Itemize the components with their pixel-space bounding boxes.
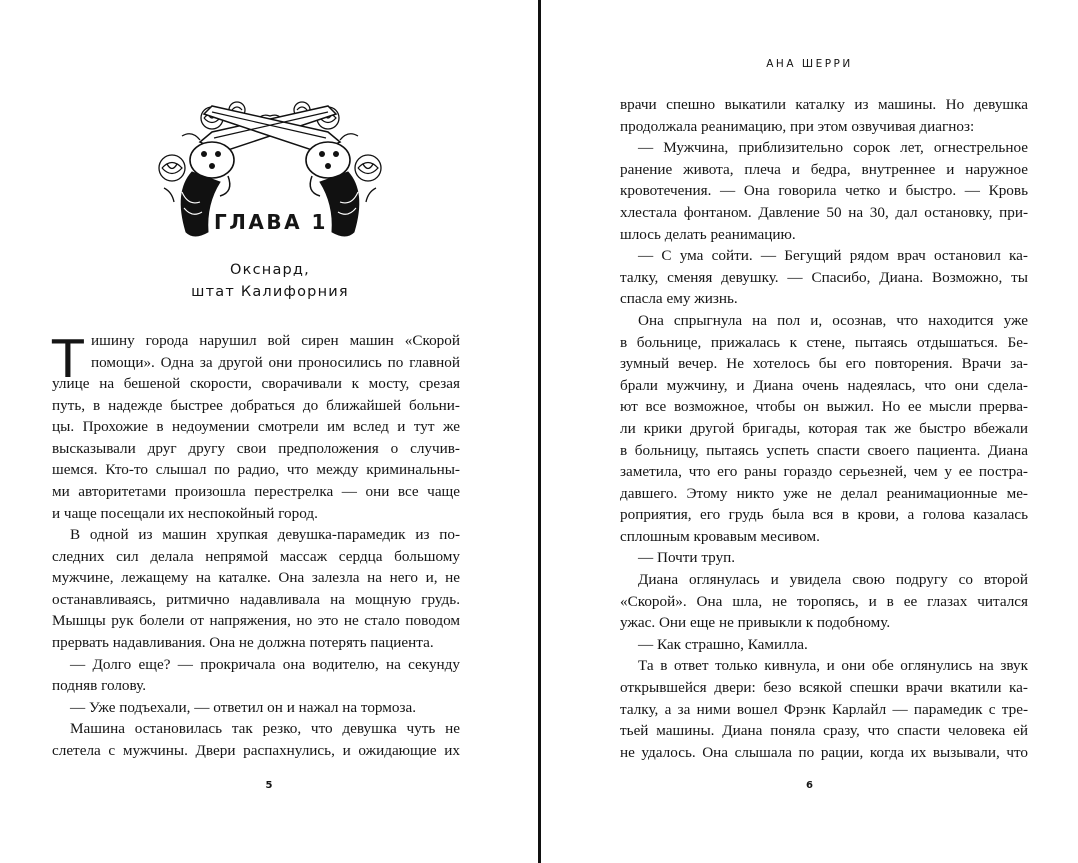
text-line: В одной из машин хрупкая девушка-парамедик из по- <box>70 526 460 543</box>
page-number: 6 <box>806 780 813 791</box>
text-line: помощи». Одна за другой они проносились по главной <box>91 353 460 371</box>
text-line: улице на бешеной скорости, сворачивали к мосту, срезая <box>52 375 460 392</box>
text-line: ли крики другой бригады, которая так же быстро вбежали <box>620 419 1028 437</box>
paragraph <box>91 330 460 373</box>
drop-cap: Т <box>52 330 84 390</box>
text-line: — Почти труп. <box>638 549 736 567</box>
text-line: — Как страшно, Камилла. <box>638 635 808 653</box>
chapter-location-city: Окснард, <box>230 262 310 278</box>
text-line: Она спрыгнула на пол и, осознав, что находится уже <box>638 311 1028 329</box>
text-line: останавливаясь, ритмично надавливала на мощную грудь. <box>52 590 460 608</box>
text-line: Та в ответ только кивнула, и они обе оглянулись на звук <box>638 657 1028 675</box>
text-line: подняв голову. <box>52 677 147 695</box>
text-line: зумный вечер. Не хотелось бы его повторения. Врачи за- <box>620 355 1028 373</box>
paragraph <box>52 373 460 524</box>
text-line: давшего. Этому никто уже не делал реанимационные ме- <box>620 484 1028 502</box>
text-line: — С ума сойти. — Бегущий рядом врач остановил ка- <box>638 247 1028 265</box>
text-line: не удалось. Она слышала по рации, когда их вызывали, что <box>620 743 1028 761</box>
text-line: врачи спешно выкатили каталку из машины. Но девушка <box>620 96 1028 113</box>
chapter-title: ГЛАВА 1 <box>214 210 328 234</box>
text-line: роприятия, его грудь была вся в крови, а голова казалась <box>620 506 1028 524</box>
page-number: 5 <box>265 780 273 791</box>
text-line: и чаще посещали их неспокойный город. <box>52 504 318 522</box>
text-line: Диана оглянулась и увидела свою подругу со второй <box>638 571 1028 589</box>
text-line: высказывали друг другу свои предположения о случив- <box>52 439 460 457</box>
text-line: спасла ему жизнь. <box>620 290 738 308</box>
text-line: мужчине, лежащему на каталке. Она залезла на него и, не <box>52 569 460 587</box>
text-line: в больнице, прижалась к стене, пытаясь отдышаться. Бе- <box>620 333 1028 351</box>
text-line: хлестала фонтаном. Давление 50 на 30, дал остановку, при- <box>620 203 1028 221</box>
text-line: открывшейся двери: безо всякой спешки врачи вкатили ка- <box>620 679 1028 697</box>
text-line: путь, в надежде быстрее добраться до ближайшей больни- <box>52 396 460 414</box>
text-line: заметила, что его раны гораздо серьезней, чем у ее постра- <box>620 463 1028 481</box>
text-line: Машина остановилась так резко, что девушка чуть не <box>70 720 460 738</box>
running-head-author: АНА ШЕРРИ <box>766 58 853 70</box>
text-line: брали мужчину, и Диана очень надеялась, что они сдела- <box>620 376 1028 394</box>
text-line: ужас. Они еще не привыкли к подобному. <box>620 614 891 632</box>
text-line: ми авторитетами произошла перестрелка — они все чаще <box>52 482 460 500</box>
left-page <box>0 0 538 863</box>
text-line: в больницу, пытаясь успеть спасти своего пациента. Диана <box>620 441 1028 459</box>
text-line: следних сил делала непрямой массаж сердца большому <box>52 547 460 565</box>
text-line: кровотечения. — Она говорила четко и быстро. — Кровь <box>620 182 1028 200</box>
paragraph <box>620 94 1028 763</box>
text-line: талку, а за ними вошел Фрэнк Карлайл — парамедик с тре- <box>620 700 1028 718</box>
text-line: продолжала реанимацию, при этом озвучивая диагноз: <box>620 117 975 135</box>
text-line: талку, сменяя девушку. — Спасибо, Диана. Возможно, ты <box>620 268 1028 286</box>
text-line: — Мужчина, приблизительно сорок лет, огнестрельное <box>638 139 1028 157</box>
text-line: ют все возможное, чтобы он выжил. Но ее мысли прерва- <box>620 398 1028 416</box>
chapter-location-state: штат Калифорния <box>191 284 349 300</box>
paragraph <box>52 524 460 762</box>
text-line: — Уже подъехали, — ответил он и нажал на тормоза. <box>70 698 417 716</box>
text-line: ишину города нарушил вой сирен машин «Скорой <box>91 332 460 349</box>
text-line: шемся. Кто-то слышал по радио, что между криминальны- <box>52 461 460 479</box>
text-line: шлось делать реанимацию. <box>620 225 796 243</box>
text-line: слетела с мужчины. Двери распахнулись, и ожидающие их <box>52 741 460 759</box>
text-line: — Долго еще? — прокричала она водителю, на секунду <box>70 655 460 673</box>
text-line: сплошным кровавым месивом. <box>620 527 820 545</box>
text-line: «Скорой». Она шла, не торопясь, и в ее глазах читался <box>620 592 1028 610</box>
text-line: Мышцы рук болели от напряжения, но это не стало поводом <box>52 612 460 630</box>
text-line: прервать надавливания. Она не должна потерять пациента. <box>52 633 434 651</box>
text-line: тьей машины. Диана поняла сразу, что спасти человека ей <box>620 722 1028 740</box>
right-page <box>541 0 1078 863</box>
text-line: ранение живота, плеча и бедра, внутреннее и наружное <box>620 160 1028 178</box>
text-line: цы. Прохожие в недоумении смотрели им вслед и тут же <box>52 418 460 436</box>
